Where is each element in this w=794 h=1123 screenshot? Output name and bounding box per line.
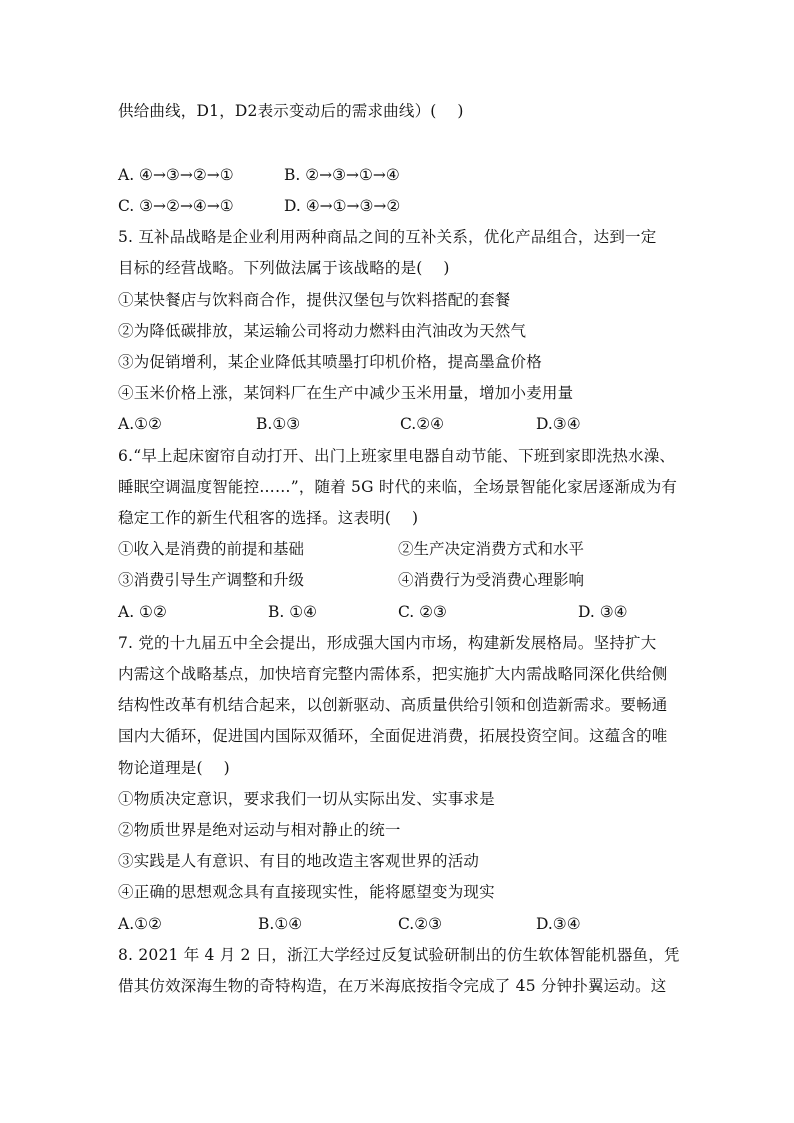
q6-option-a: A. ①② (118, 603, 167, 621)
q5-option-d: D.③④ (536, 415, 581, 433)
q5-option-b: B.①③ (256, 415, 301, 433)
q6-stem-line-2: 睡眠空调温度智能控……”，随着 5G 时代的来临，全场景智能化家居逐渐成为有 (118, 478, 678, 496)
q5-option-a: A.①② (118, 415, 162, 433)
q7-stem-line-3: 结构性改革有机结合起来，以创新驱动、高质量供给引领和创造新需求。要畅通 (118, 696, 668, 714)
q7-option-b: B.①④ (258, 915, 303, 933)
q7-option-a: A.①② (118, 915, 162, 933)
q6-stem-line-3: 稳定工作的新生代租客的选择。这表明( ) (118, 509, 419, 527)
q5-stem-line-2: 目标的经营战略。下列做法属于该战略的是( ) (118, 259, 450, 277)
q7-stem-line-4: 国内大循环，促进国内国际双循环，全面促进消费，拓展投资空间。这蕴含的唯 (118, 727, 668, 745)
q7-option-d: D.③④ (536, 915, 581, 933)
q5-statement-1: ①某快餐店与饮料商合作，提供汉堡包与饮料搭配的套餐 (118, 291, 511, 309)
q4-option-c: C. ③→②→④→① (118, 197, 234, 215)
q6-statement-1: ①收入是消费的前提和基础 (118, 540, 305, 558)
q7-stem-line-1: 7. 党的十九届五中全会提出，形成强大国内市场，构建新发展格局。坚持扩大 (118, 634, 657, 652)
q6-option-d: D. ③④ (578, 603, 628, 621)
q5-stem-line-1: 5. 互补品战略是企业利用两种商品之间的互补关系，优化产品组合，达到一定 (118, 228, 657, 246)
q7-stem-line-2: 内需这个战略基点，加快培育完整内需体系，把实施扩大内需战略同深化供给侧 (118, 665, 668, 683)
q4-stem-continuation: 供给曲线，D1，D2表示变动后的需求曲线）( ) (118, 102, 464, 120)
q6-statement-3: ③消费引导生产调整和升级 (118, 571, 305, 589)
q5-statement-4: ④玉米价格上涨，某饲料厂在生产中减少玉米用量，增加小麦用量 (118, 384, 574, 402)
q7-statement-3: ③实践是人有意识、有目的地改造主客观世界的活动 (118, 852, 480, 870)
q6-statement-2: ②生产决定消费方式和水平 (398, 540, 585, 558)
q4-option-d: D. ④→①→③→② (284, 197, 401, 215)
q8-stem-line-1: 8. 2021 年 4 月 2 日，浙江大学经过反复试验研制出的仿生软体智能机器鱼，凭 (118, 946, 680, 964)
q7-option-c: C.②③ (398, 915, 443, 933)
q5-option-c: C.②④ (400, 415, 445, 433)
q4-option-a: A. ④→③→②→① (118, 166, 234, 184)
q7-stem-line-5: 物论道理是( ) (118, 759, 230, 777)
q6-option-c: C. ②③ (398, 603, 447, 621)
q7-statement-1: ①物质决定意识，要求我们一切从实际出发、实事求是 (118, 790, 495, 808)
q6-statement-4: ④消费行为受消费心理影响 (398, 571, 585, 589)
q4-option-b: B. ②→③→①→④ (284, 166, 400, 184)
q8-stem-line-2: 借其仿效深海生物的奇特构造，在万米海底按指令完成了 45 分钟扑翼运动。这 (118, 977, 667, 995)
q7-statement-4: ④正确的思想观念具有直接现实性，能将愿望变为现实 (118, 883, 495, 901)
q7-statement-2: ②物质世界是绝对运动与相对静止的统一 (118, 821, 401, 839)
q6-stem-line-1: 6.“早上起床窗帘自动打开、出门上班家里电器自动节能、下班到家即洗热水澡、 (118, 447, 676, 465)
q5-statement-3: ③为促销增利，某企业降低其喷墨打印机价格，提高墨盒价格 (118, 353, 542, 371)
q5-statement-2: ②为降低碳排放，某运输公司将动力燃料由汽油改为天然气 (118, 322, 527, 340)
q6-option-b: B. ①④ (268, 603, 318, 621)
